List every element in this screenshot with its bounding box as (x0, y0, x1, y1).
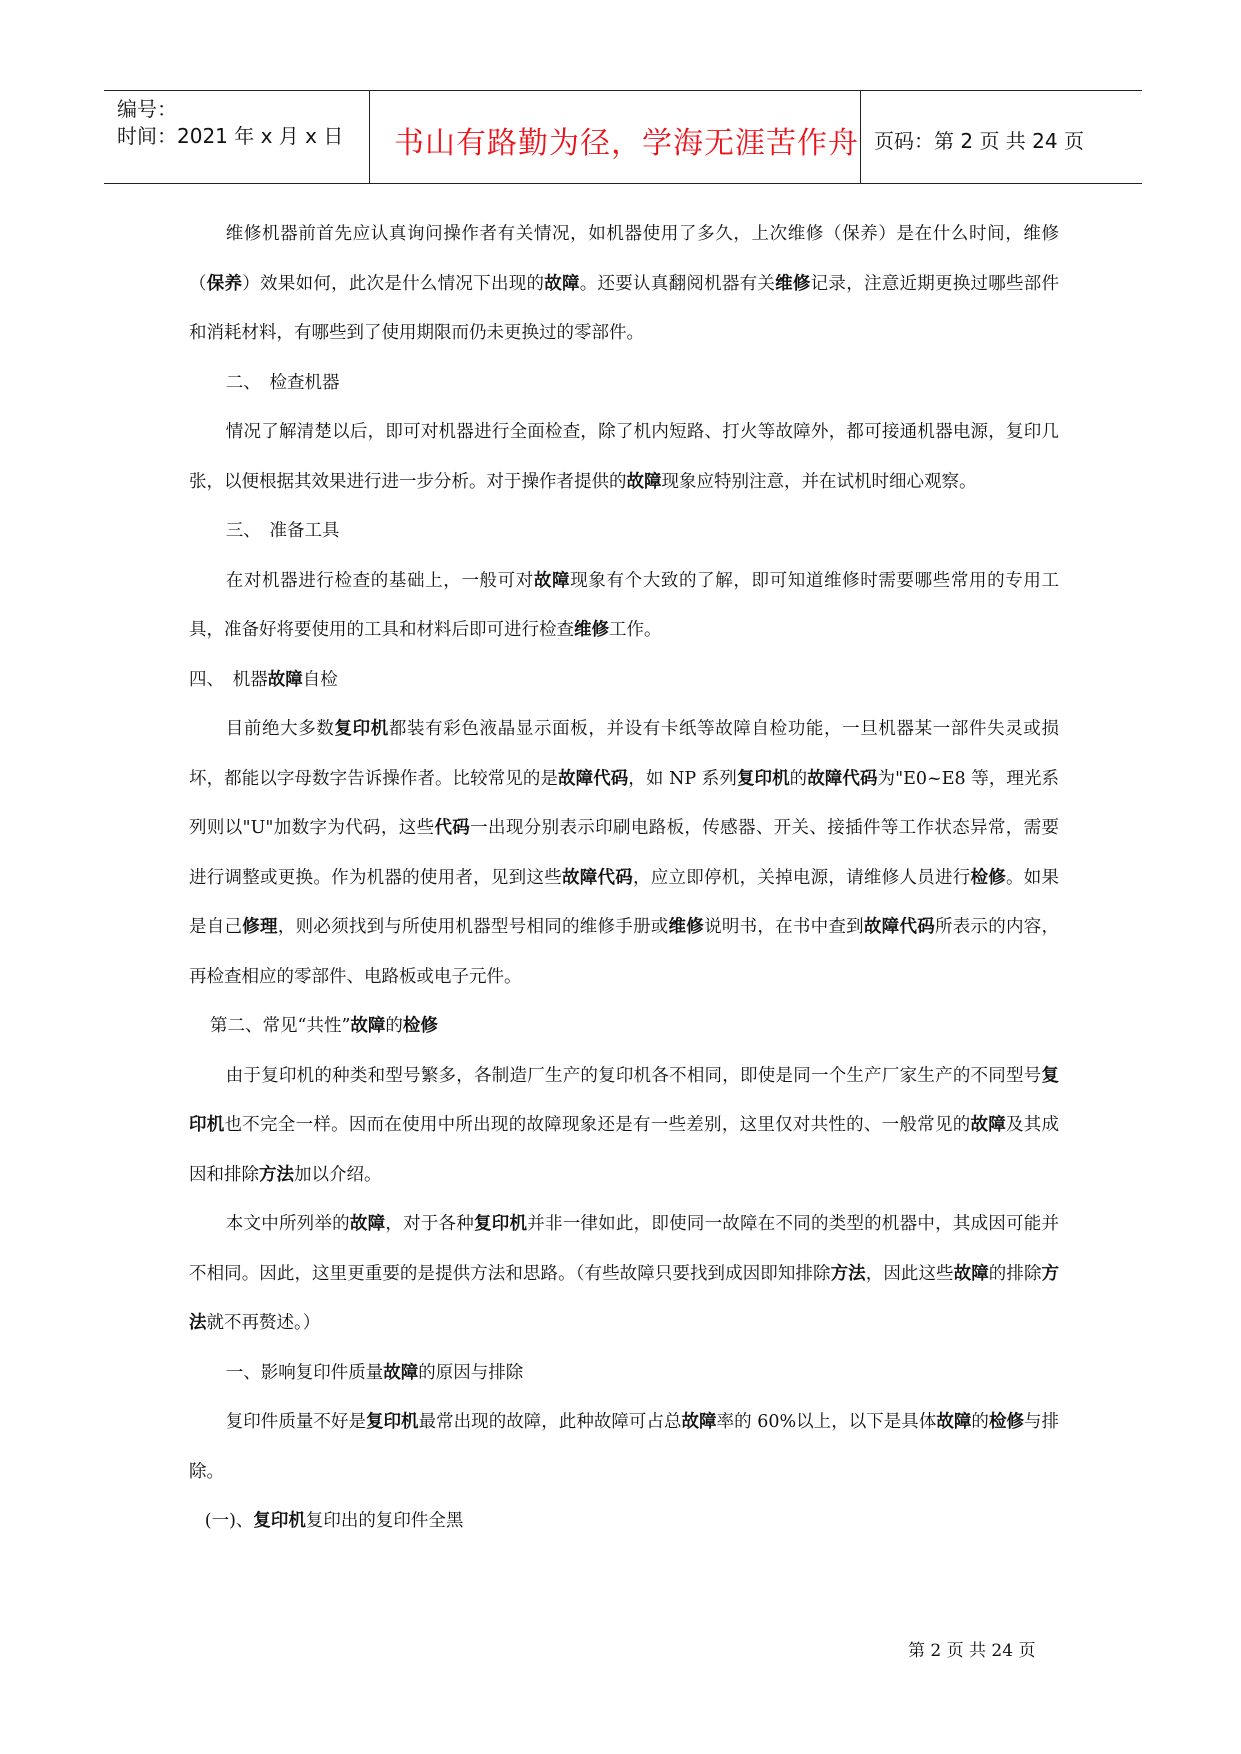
bold-term: 故障 (936, 1412, 972, 1432)
bold-term: 保养 (206, 273, 243, 294)
bold-term: 方法 (259, 1164, 294, 1185)
bold-term: 故障 (970, 1115, 1006, 1135)
heading-quality-faults: 一、影响复印件质量故障的原因与排除 (225, 1362, 524, 1383)
header-divider-right (860, 91, 861, 184)
bold-term: 检修 (988, 1412, 1025, 1432)
bold-term: 故障 (681, 1412, 717, 1432)
paragraph-prepare-tools: 在对机器进行检查的基础上，一般可对故障现象有个大致的了解，即可知道维修时需要哪些常用的专用工具，准备好将要使用的工具和材料后即可进行检查维修工作。 (189, 570, 1060, 640)
paragraph-common-faults: 由于复印机的种类和型号繁多，各制造厂生产的复印机各不相同，即使是同一个生产厂家生产的不同型号复印机也不完全一样。因而在使用中所出现的故障现象还是有一些差别，这里仅对共性的、一般常见的故障及其成因和排除方法加以介绍。 (189, 1065, 1060, 1185)
header-bottom-border (104, 183, 1142, 184)
header-divider-left (369, 91, 370, 184)
bold-term: 故障代码 (561, 867, 634, 888)
paragraph-self-check: 目前绝大多数复印机都装有彩色液晶显示面板，并设有卡纸等故障自检功能，一旦机器某一部件失灵或损坏，都能以字母数字告诉操作者。比较常见的是故障代码，如 NP 系列复印机的故障代码为"E0~E8 等，理光系列则以"U"加数字为代码，这些代码一出现分别表示印刷电路板，传感器、开关、接插件等工作状态异常，需要进行调整或更换。作为机器的使用者，见到这些故障代码，应立即停机，关掉电源，请维修人员进行检修。如果是自己修理，则必须找到与所使用机器型号相同的维修手册或维修说明书，在书中查到故障代码所表示的内容，再检查相应的零部件、电路板或电子元件。 (189, 719, 1060, 987)
bold-term: 故障 (544, 273, 580, 294)
bold-term: 故障 (349, 1214, 386, 1234)
bold-term: 故障代码 (807, 768, 878, 789)
heading-self-check: 四、 机器故障自检 (189, 669, 338, 690)
paragraph-quality-faults: 复印件质量不好是复印机最常出现的故障，此种故障可占总故障率的 60%以上，以下是具体故障的检修与排除。 (189, 1412, 1060, 1482)
bold-term: 故障 (953, 1263, 989, 1284)
footer-page-number: 第 2 页 共 24 页 (908, 1641, 1036, 1661)
heading-all-black: (一)、复印机复印出的复印件全黑 (204, 1511, 464, 1531)
bold-term: 维修 (574, 620, 609, 640)
header-time-label: 时间：2021 年 x 月 x 日 (117, 124, 344, 148)
bold-term: 复印机 (189, 1065, 1059, 1135)
paragraph-inquiry: 维修机器前首先应认真询问操作者有关情况，如机器使用了多久，上次维修（保养）是在什么时间，维修（保养）效果如何，此次是什么情况下出现的故障。还要认真翻阅机器有关维修记录，注意近期更换过哪些部件和消耗材料，有哪些到了使用期限而仍未更换过的零部件。 (189, 224, 1060, 343)
bold-term: 复印机 (474, 1214, 528, 1234)
header-number-label: 编号： (117, 97, 177, 121)
bold-term: 故障 (350, 1016, 386, 1036)
bold-term: 方法 (189, 1263, 1060, 1333)
bold-term: 检修 (970, 867, 1006, 888)
bold-term: 故障 (383, 1362, 419, 1383)
bold-term: 维修 (775, 273, 811, 294)
bold-term: 故障代码 (863, 917, 935, 937)
paragraph-methods: 本文中所列举的故障，对于各种复印机并非一律如此，即使同一故障在不同的类型的机器中，其成因可能并不相同。因此，这里更重要的是提供方法和思路。（有些故障只要找到成因即知排除方法，因此这些故障的排除方法就不再赘述。） (189, 1214, 1060, 1333)
bold-term: 检修 (402, 1016, 438, 1036)
paragraph-check-machine: 情况了解清楚以后，即可对机器进行全面检查，除了机内短路、打火等故障外，都可接通机器电源，复印几张，以便根据其效果进行进一步分析。对于操作者提供的故障现象应特别注意，并在试机时细心观察。 (189, 422, 1059, 492)
header-page-label: 页码：第 2 页 共 24 页 (874, 129, 1084, 153)
bold-term: 故障代码 (558, 768, 629, 789)
bold-term: 代码 (434, 818, 471, 838)
header-slogan: 书山有路勤为径，学海无涯苦作舟 (394, 126, 859, 161)
bold-term: 复印机 (736, 768, 790, 789)
bold-term: 故障 (626, 471, 662, 492)
bold-term: 方法 (830, 1263, 866, 1284)
bold-term: 复印机 (334, 719, 389, 739)
bold-term: 复印机 (253, 1511, 306, 1531)
heading-check-machine: 二、 检查机器 (225, 372, 340, 393)
heading-prepare-tools: 三、 准备工具 (225, 521, 340, 541)
document-body (189, 210, 1059, 1547)
bold-term: 故障 (533, 570, 571, 591)
heading-common-faults: 第二、常见“共性”故障的检修 (210, 1016, 438, 1036)
bold-term: 复印机 (365, 1412, 419, 1432)
bold-term: 故障 (267, 669, 303, 690)
bold-term: 维修 (668, 917, 705, 937)
header-top-border (104, 90, 1142, 91)
bold-term: 修理 (242, 917, 278, 937)
